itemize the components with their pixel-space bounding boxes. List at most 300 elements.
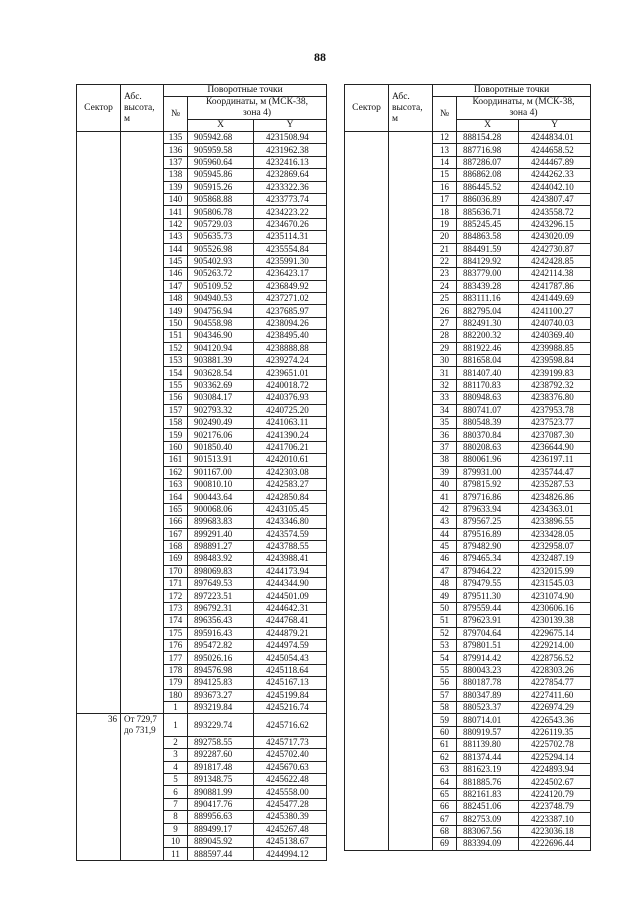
- x-coordinate-cell: 905806.78: [188, 206, 254, 218]
- y-coordinate-cell: 4245118.64: [254, 664, 327, 676]
- x-coordinate-cell: 904756.94: [188, 305, 254, 317]
- x-coordinate-cell: 899683.83: [188, 516, 254, 528]
- x-coordinate-cell: 886036.89: [457, 193, 519, 205]
- height-cell: [121, 516, 164, 528]
- point-number-cell: 27: [433, 317, 457, 329]
- y-coordinate-cell: 4240018.72: [254, 379, 327, 391]
- height-cell: [121, 392, 164, 404]
- point-number-cell: 153: [164, 355, 188, 367]
- x-coordinate-cell: 881374.44: [457, 751, 519, 763]
- y-coordinate-cell: 4243296.15: [519, 218, 591, 230]
- x-coordinate-cell: 883067.56: [457, 825, 519, 837]
- x-coordinate-cell: 893219.84: [188, 701, 254, 713]
- y-coordinate-cell: 4224893.94: [519, 763, 591, 775]
- point-number-cell: 158: [164, 416, 188, 428]
- x-coordinate-cell: 891348.75: [188, 774, 254, 786]
- x-coordinate-cell: 880043.23: [457, 664, 519, 676]
- point-number-cell: 141: [164, 206, 188, 218]
- header-y: Y: [519, 120, 591, 132]
- x-coordinate-cell: 885245.45: [457, 218, 519, 230]
- y-coordinate-cell: 4244834.01: [519, 132, 591, 144]
- x-coordinate-cell: 879815.92: [457, 478, 519, 490]
- x-coordinate-cell: 891817.48: [188, 761, 254, 773]
- point-number-cell: 166: [164, 516, 188, 528]
- y-coordinate-cell: 4241449.69: [519, 293, 591, 305]
- sector-cell: [77, 169, 121, 181]
- point-number-cell: 160: [164, 441, 188, 453]
- table-row: [77, 255, 327, 267]
- x-coordinate-cell: 879479.55: [457, 578, 519, 590]
- height-cell: [121, 342, 164, 354]
- y-coordinate-cell: 4230606.16: [519, 602, 591, 614]
- y-coordinate-cell: 4244879.21: [254, 627, 327, 639]
- x-coordinate-cell: 898891.27: [188, 540, 254, 552]
- table-row: [77, 367, 327, 379]
- sector-cell: [77, 367, 121, 379]
- y-coordinate-cell: 4227411.60: [519, 689, 591, 701]
- point-number-cell: 161: [164, 454, 188, 466]
- x-coordinate-cell: 879914.42: [457, 652, 519, 664]
- height-cell: [121, 565, 164, 577]
- sector-cell: [77, 218, 121, 230]
- x-coordinate-cell: 903881.39: [188, 355, 254, 367]
- y-coordinate-cell: 4245622.48: [254, 774, 327, 786]
- x-coordinate-cell: 879516.89: [457, 528, 519, 540]
- height-cell: [121, 231, 164, 243]
- table-row: [77, 590, 327, 602]
- table-row: [77, 786, 327, 798]
- x-coordinate-cell: 881885.76: [457, 776, 519, 788]
- point-number-cell: 12: [433, 132, 457, 144]
- point-number-cell: 135: [164, 132, 188, 144]
- height-cell: [121, 774, 164, 786]
- height-cell: [121, 640, 164, 652]
- y-coordinate-cell: 4245716.62: [254, 714, 327, 737]
- y-coordinate-cell: 4231508.94: [254, 132, 327, 144]
- x-coordinate-cell: 881922.46: [457, 342, 519, 354]
- sector-cell: [77, 602, 121, 614]
- y-coordinate-cell: 4228756.52: [519, 652, 591, 664]
- table-row: [77, 701, 327, 713]
- left-coordinates-table: [76, 84, 327, 861]
- y-coordinate-cell: 4244042.10: [519, 181, 591, 193]
- table-row: [77, 516, 327, 528]
- x-coordinate-cell: 882200.32: [457, 330, 519, 342]
- table-row: [77, 132, 327, 144]
- height-cell: [121, 677, 164, 689]
- point-number-cell: 177: [164, 652, 188, 664]
- y-coordinate-cell: 4242114.38: [519, 268, 591, 280]
- y-coordinate-cell: 4233322.36: [254, 181, 327, 193]
- height-cell: [121, 330, 164, 342]
- x-coordinate-cell: 879482.90: [457, 540, 519, 552]
- sector-cell: [77, 811, 121, 823]
- height-cell: [121, 848, 164, 860]
- x-coordinate-cell: 881658.04: [457, 355, 519, 367]
- y-coordinate-cell: 4240369.40: [519, 330, 591, 342]
- y-coordinate-cell: 4229675.14: [519, 627, 591, 639]
- y-coordinate-cell: 4228303.26: [519, 664, 591, 676]
- point-number-cell: 32: [433, 379, 457, 391]
- point-number-cell: 180: [164, 689, 188, 701]
- x-coordinate-cell: 905263.72: [188, 268, 254, 280]
- point-number-cell: 40: [433, 478, 457, 490]
- point-number-cell: 137: [164, 156, 188, 168]
- sector-cell: [77, 268, 121, 280]
- x-coordinate-cell: 904558.98: [188, 317, 254, 329]
- point-number-cell: 2: [164, 736, 188, 748]
- x-coordinate-cell: 900443.64: [188, 491, 254, 503]
- point-number-cell: 176: [164, 640, 188, 652]
- x-coordinate-cell: 887716.98: [457, 144, 519, 156]
- y-coordinate-cell: 4244994.12: [254, 848, 327, 860]
- point-number-cell: 54: [433, 652, 457, 664]
- right-table-body: [345, 132, 591, 851]
- point-number-cell: 60: [433, 726, 457, 738]
- point-number-cell: 25: [433, 293, 457, 305]
- table-row: [77, 317, 327, 329]
- height-cell: [121, 367, 164, 379]
- table-row: [77, 156, 327, 168]
- sector-cell: [77, 193, 121, 205]
- y-coordinate-cell: 4245380.39: [254, 811, 327, 823]
- y-coordinate-cell: 4232958.07: [519, 540, 591, 552]
- point-number-cell: 145: [164, 255, 188, 267]
- page-number: 88: [314, 50, 326, 64]
- point-number-cell: 44: [433, 528, 457, 540]
- header-sector: Сектор: [345, 85, 389, 132]
- x-coordinate-cell: 880948.63: [457, 392, 519, 404]
- x-coordinate-cell: 895916.43: [188, 627, 254, 639]
- point-number-cell: 8: [164, 811, 188, 823]
- y-coordinate-cell: 4229214.00: [519, 640, 591, 652]
- point-number-cell: 19: [433, 218, 457, 230]
- table-row: [77, 416, 327, 428]
- table-row: [77, 280, 327, 292]
- y-coordinate-cell: 4233428.05: [519, 528, 591, 540]
- y-coordinate-cell: 4239274.24: [254, 355, 327, 367]
- y-coordinate-cell: 4224502.67: [519, 776, 591, 788]
- y-coordinate-cell: 4233773.74: [254, 193, 327, 205]
- x-coordinate-cell: 902490.49: [188, 416, 254, 428]
- y-coordinate-cell: 4238094.26: [254, 317, 327, 329]
- point-number-cell: 38: [433, 454, 457, 466]
- table-row: [77, 441, 327, 453]
- height-cell: [121, 701, 164, 713]
- table-row: [77, 640, 327, 652]
- x-coordinate-cell: 893673.27: [188, 689, 254, 701]
- header-y: Y: [254, 120, 327, 132]
- table-row: [77, 811, 327, 823]
- x-coordinate-cell: 881623.19: [457, 763, 519, 775]
- point-number-cell: 33: [433, 392, 457, 404]
- sector-cell: [77, 689, 121, 701]
- header-turn-points: Поворотные точки: [433, 85, 591, 97]
- sector-cell: [77, 392, 121, 404]
- x-coordinate-cell: 887286.07: [457, 156, 519, 168]
- table-row: [77, 342, 327, 354]
- point-number-cell: 140: [164, 193, 188, 205]
- y-coordinate-cell: 4242730.87: [519, 243, 591, 255]
- x-coordinate-cell: 899291.40: [188, 528, 254, 540]
- height-cell: [121, 268, 164, 280]
- sector-cell: [77, 454, 121, 466]
- y-coordinate-cell: 4244768.41: [254, 615, 327, 627]
- y-coordinate-cell: 4241787.86: [519, 280, 591, 292]
- x-coordinate-cell: 879633.94: [457, 503, 519, 515]
- point-number-cell: 154: [164, 367, 188, 379]
- x-coordinate-cell: 905402.93: [188, 255, 254, 267]
- table-row: [77, 503, 327, 515]
- table-row: [77, 231, 327, 243]
- point-number-cell: 24: [433, 280, 457, 292]
- height-cell: От 729,7 до 731,9: [121, 714, 164, 737]
- sector-cell: [77, 181, 121, 193]
- point-number-cell: 146: [164, 268, 188, 280]
- x-coordinate-cell: 883779.00: [457, 268, 519, 280]
- point-number-cell: 157: [164, 404, 188, 416]
- y-coordinate-cell: 4235991.30: [254, 255, 327, 267]
- point-number-cell: 58: [433, 701, 457, 713]
- table-row: [77, 392, 327, 404]
- y-coordinate-cell: 4244262.33: [519, 169, 591, 181]
- sector-cell: [77, 255, 121, 267]
- height-cell: [121, 243, 164, 255]
- y-coordinate-cell: 4242850.84: [254, 491, 327, 503]
- point-number-cell: 7: [164, 798, 188, 810]
- x-coordinate-cell: 890881.99: [188, 786, 254, 798]
- point-number-cell: 159: [164, 429, 188, 441]
- point-number-cell: 179: [164, 677, 188, 689]
- sector-cell: [77, 565, 121, 577]
- y-coordinate-cell: 4243105.45: [254, 503, 327, 515]
- x-coordinate-cell: 903084.17: [188, 392, 254, 404]
- x-coordinate-cell: 879623.91: [457, 615, 519, 627]
- header-turn-points: Поворотные точки: [164, 85, 327, 97]
- point-number-cell: 34: [433, 404, 457, 416]
- x-coordinate-cell: 905729.03: [188, 218, 254, 230]
- sector-cell: [77, 540, 121, 552]
- x-coordinate-cell: 884129.92: [457, 255, 519, 267]
- x-coordinate-cell: 902793.32: [188, 404, 254, 416]
- y-coordinate-cell: 4243558.72: [519, 206, 591, 218]
- y-coordinate-cell: 4236644.90: [519, 441, 591, 453]
- x-coordinate-cell: 879567.25: [457, 516, 519, 528]
- sector-cell: [345, 132, 389, 851]
- height-cell: [121, 786, 164, 798]
- x-coordinate-cell: 889045.92: [188, 835, 254, 847]
- y-coordinate-cell: 4244642.31: [254, 602, 327, 614]
- height-cell: [121, 293, 164, 305]
- y-coordinate-cell: 4226974.29: [519, 701, 591, 713]
- point-number-cell: 13: [433, 144, 457, 156]
- point-number-cell: 162: [164, 466, 188, 478]
- y-coordinate-cell: 4226543.36: [519, 714, 591, 726]
- y-coordinate-cell: 4234826.86: [519, 491, 591, 503]
- x-coordinate-cell: 879716.86: [457, 491, 519, 503]
- point-number-cell: 143: [164, 231, 188, 243]
- x-coordinate-cell: 900810.10: [188, 478, 254, 490]
- point-number-cell: 42: [433, 503, 457, 515]
- point-number-cell: 5: [164, 774, 188, 786]
- y-coordinate-cell: 4243988.41: [254, 553, 327, 565]
- height-cell: [121, 553, 164, 565]
- point-number-cell: 173: [164, 602, 188, 614]
- height-cell: [121, 749, 164, 761]
- point-number-cell: 26: [433, 305, 457, 317]
- point-number-cell: 30: [433, 355, 457, 367]
- point-number-cell: 169: [164, 553, 188, 565]
- height-cell: [121, 540, 164, 552]
- height-cell: [121, 528, 164, 540]
- x-coordinate-cell: 882753.09: [457, 813, 519, 825]
- x-coordinate-cell: 892287.60: [188, 749, 254, 761]
- point-number-cell: 142: [164, 218, 188, 230]
- y-coordinate-cell: 4226119.35: [519, 726, 591, 738]
- height-cell: [121, 615, 164, 627]
- point-number-cell: 41: [433, 491, 457, 503]
- x-coordinate-cell: 882795.04: [457, 305, 519, 317]
- y-coordinate-cell: 4240725.20: [254, 404, 327, 416]
- height-cell: [121, 578, 164, 590]
- y-coordinate-cell: 4231962.38: [254, 144, 327, 156]
- y-coordinate-cell: 4245054.43: [254, 652, 327, 664]
- table-row: [77, 565, 327, 577]
- table-row: [77, 848, 327, 860]
- x-coordinate-cell: 898069.83: [188, 565, 254, 577]
- height-cell: [121, 478, 164, 490]
- x-coordinate-cell: 886862.08: [457, 169, 519, 181]
- table-row: [77, 330, 327, 342]
- point-number-cell: 52: [433, 627, 457, 639]
- table-row: [77, 823, 327, 835]
- sector-cell: [77, 132, 121, 144]
- table-row: [77, 714, 327, 737]
- table-row: [77, 578, 327, 590]
- sector-cell: [77, 441, 121, 453]
- sector-cell: [77, 798, 121, 810]
- height-cell: [121, 181, 164, 193]
- x-coordinate-cell: 905945.86: [188, 169, 254, 181]
- x-coordinate-cell: 886445.52: [457, 181, 519, 193]
- header-num: №: [164, 97, 188, 132]
- table-row: [77, 144, 327, 156]
- height-cell: [121, 627, 164, 639]
- point-number-cell: 61: [433, 739, 457, 751]
- point-number-cell: 39: [433, 466, 457, 478]
- y-coordinate-cell: 4238792.32: [519, 379, 591, 391]
- table-row: [77, 206, 327, 218]
- y-coordinate-cell: 4237271.02: [254, 293, 327, 305]
- y-coordinate-cell: 4239199.83: [519, 367, 591, 379]
- y-coordinate-cell: 4239988.85: [519, 342, 591, 354]
- x-coordinate-cell: 882451.06: [457, 801, 519, 813]
- y-coordinate-cell: 4239651.01: [254, 367, 327, 379]
- sector-cell: [77, 701, 121, 713]
- x-coordinate-cell: 898483.92: [188, 553, 254, 565]
- y-coordinate-cell: 4236197.11: [519, 454, 591, 466]
- height-cell: [121, 736, 164, 748]
- height-cell: [121, 255, 164, 267]
- sector-cell: [77, 491, 121, 503]
- x-coordinate-cell: 905959.58: [188, 144, 254, 156]
- sector-cell: [77, 736, 121, 748]
- x-coordinate-cell: 888597.44: [188, 848, 254, 860]
- header-sector: Сектор: [77, 85, 121, 132]
- x-coordinate-cell: 881407.40: [457, 367, 519, 379]
- point-number-cell: 36: [433, 429, 457, 441]
- y-coordinate-cell: 4241063.11: [254, 416, 327, 428]
- x-coordinate-cell: 880370.84: [457, 429, 519, 441]
- x-coordinate-cell: 880347.89: [457, 689, 519, 701]
- right-coordinates-table: [344, 84, 591, 851]
- point-number-cell: 174: [164, 615, 188, 627]
- y-coordinate-cell: 4242428.85: [519, 255, 591, 267]
- table-row: [77, 652, 327, 664]
- table-row: [77, 736, 327, 748]
- height-cell: [121, 193, 164, 205]
- table-row: [77, 553, 327, 565]
- y-coordinate-cell: 4223036.18: [519, 825, 591, 837]
- sector-cell: [77, 231, 121, 243]
- y-coordinate-cell: 4244467.89: [519, 156, 591, 168]
- y-coordinate-cell: 4238888.88: [254, 342, 327, 354]
- y-coordinate-cell: 4224120.79: [519, 788, 591, 800]
- y-coordinate-cell: 4240740.03: [519, 317, 591, 329]
- point-number-cell: 10: [164, 835, 188, 847]
- point-number-cell: 66: [433, 801, 457, 813]
- height-cell: [121, 416, 164, 428]
- height-cell: [121, 218, 164, 230]
- x-coordinate-cell: 889499.17: [188, 823, 254, 835]
- point-number-cell: 23: [433, 268, 457, 280]
- point-number-cell: 175: [164, 627, 188, 639]
- header-height: Абс. высота, м: [121, 85, 164, 132]
- point-number-cell: 155: [164, 379, 188, 391]
- point-number-cell: 51: [433, 615, 457, 627]
- sector-cell: [77, 355, 121, 367]
- y-coordinate-cell: 4241706.21: [254, 441, 327, 453]
- height-cell: [121, 689, 164, 701]
- table-row: [77, 404, 327, 416]
- table-row: [77, 664, 327, 676]
- point-number-cell: 49: [433, 590, 457, 602]
- x-coordinate-cell: 895472.82: [188, 640, 254, 652]
- x-coordinate-cell: 895026.16: [188, 652, 254, 664]
- height-cell: [121, 355, 164, 367]
- height-cell: [121, 491, 164, 503]
- y-coordinate-cell: 4233896.55: [519, 516, 591, 528]
- y-coordinate-cell: 4243574.59: [254, 528, 327, 540]
- point-number-cell: 172: [164, 590, 188, 602]
- height-cell: [121, 206, 164, 218]
- point-number-cell: 22: [433, 255, 457, 267]
- y-coordinate-cell: 4244974.59: [254, 640, 327, 652]
- sector-cell: [77, 156, 121, 168]
- height-cell: [121, 132, 164, 144]
- y-coordinate-cell: 4232416.13: [254, 156, 327, 168]
- sector-cell: [77, 516, 121, 528]
- point-number-cell: 67: [433, 813, 457, 825]
- header-height: Абс. высота, м: [389, 85, 433, 132]
- y-coordinate-cell: 4245138.67: [254, 835, 327, 847]
- table-row: [77, 761, 327, 773]
- x-coordinate-cell: 905942.68: [188, 132, 254, 144]
- x-coordinate-cell: 905960.64: [188, 156, 254, 168]
- table-row: [77, 540, 327, 552]
- table-row: [77, 379, 327, 391]
- sector-cell: [77, 835, 121, 847]
